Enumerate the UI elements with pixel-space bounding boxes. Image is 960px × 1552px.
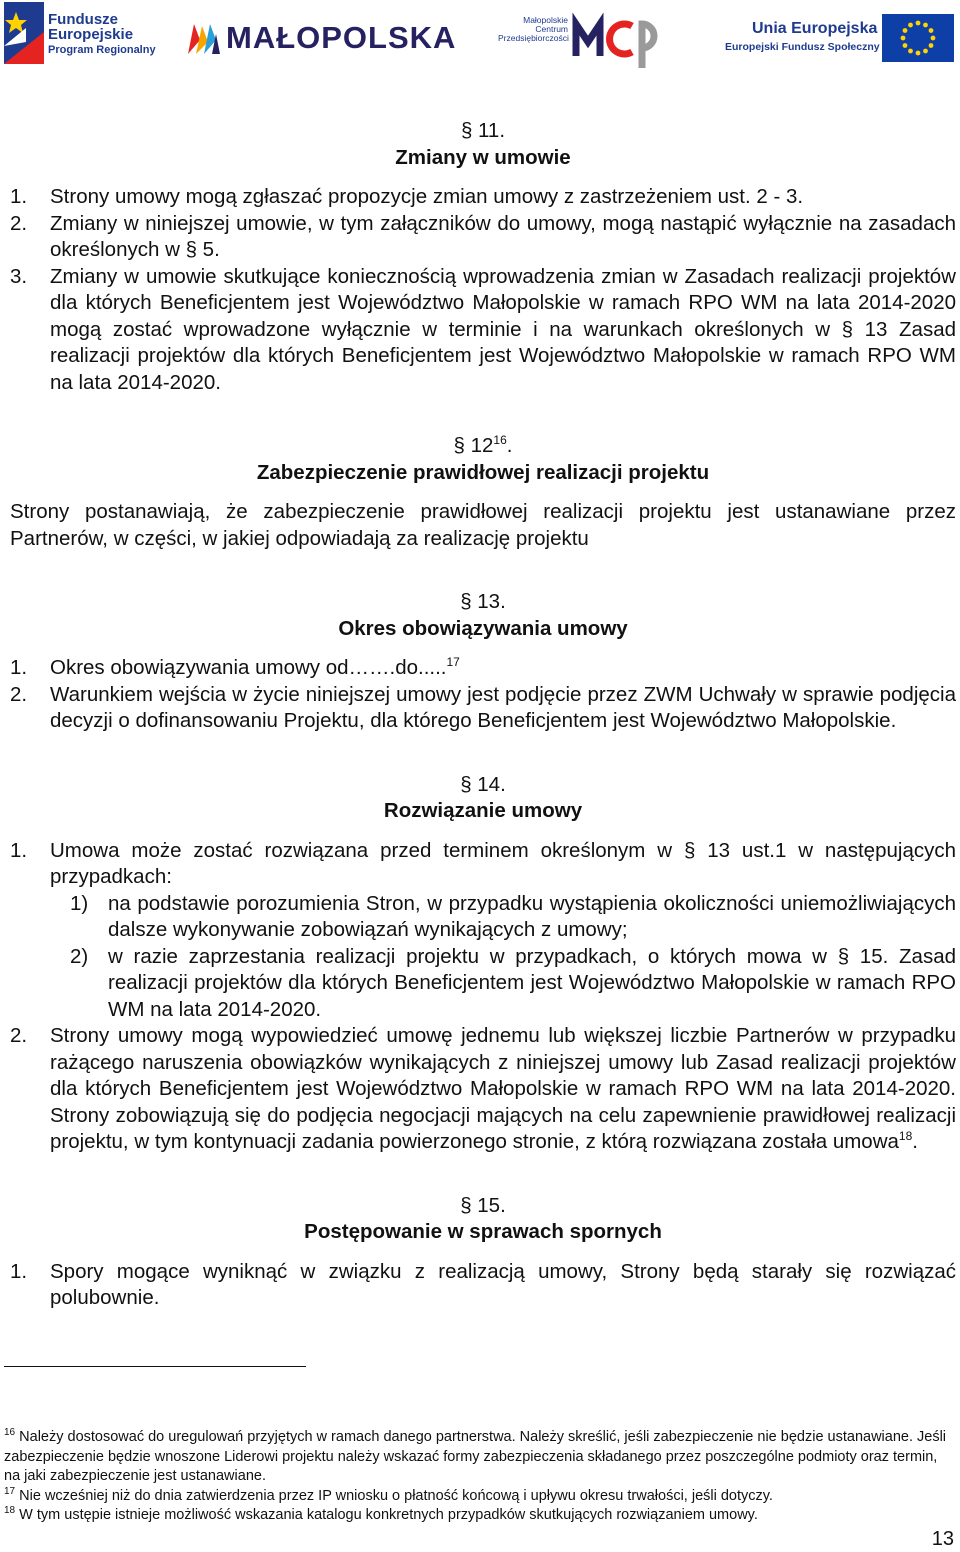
mcp-mark-icon xyxy=(572,12,664,68)
document-body xyxy=(10,118,956,1312)
list-item xyxy=(10,264,956,397)
section-12-title: Zabezpieczenie prawidłowej realizacji projektu xyxy=(256,460,710,484)
section-15-number: § 15. xyxy=(460,1193,506,1217)
header-logos xyxy=(0,0,960,72)
list-item-text: Strony umowy mogą wypowiedzieć umowę jednemu lub większej liczbie Partnerów w przypadku rażącego naruszenia obowiązków wynikających z niniejszej umowy lub Zasad realizacji projektów dla których Beneficjentem jest Województwo Małopolskie w ramach RPO WM na lata 2014-2020. Strony zobowiązują się do podjęcia negocjacji mających na celu zapewnienie prawidłowej realizacji projektu, w tym kontynuacji zadania powierzonego stronie, z którą rozwiązana została umowa$^{18}$. xyxy=(50,1024,956,1153)
mcp-line2: Centrum xyxy=(535,24,568,34)
fundusze-europejskie-logo xyxy=(4,2,156,64)
sub-list-item xyxy=(50,944,956,1024)
list-item-text: Umowa może zostać rozwiązana przed terminem określonym w § 13 ust.1 w następujących przypadkach: xyxy=(50,838,956,888)
fe-stars-icon xyxy=(4,2,44,64)
footnote-18: $^{18}$ W tym ustępie istnieje możliwość wskazania katalogu konkretnych przypadków skutkujących rozwiązaniem umowy. xyxy=(4,1505,758,1523)
list-item-number: 1. xyxy=(10,656,28,679)
malopolska-wordmark: MAŁOPOLSKA xyxy=(226,20,457,55)
sub-list-item-number: 2) xyxy=(70,944,89,968)
sub-list-item-number: 1) xyxy=(70,891,89,915)
list-item-text: Warunkiem wejścia w życie niniejszej umowy jest podjęcie przez ZWM Uchwały w sprawie podjęcia decyzji o dofinansowaniu Projektu, dla którego Beneficjentem jest Województwo Małopolskie. xyxy=(50,682,956,732)
list-item xyxy=(10,1023,956,1156)
fe-line1: Fundusze xyxy=(48,11,118,28)
eu-flag-icon xyxy=(882,14,954,62)
footnote-ref-16[interactable]: 16 xyxy=(493,433,507,448)
list-item-number: 1. xyxy=(10,185,28,208)
malopolska-m-icon xyxy=(186,20,222,56)
list-item-number: 1. xyxy=(10,1259,28,1283)
section-15-title: Postępowanie w sprawach spornych xyxy=(304,1220,662,1243)
fe-line2: Europejskie xyxy=(48,26,134,43)
list-item-number: 2. xyxy=(10,1024,28,1047)
footnote-16: $^{16}$ Należy dostosować do uregulowań przyjętych w ramach danego partnerstwa. Należy skreślić, jeśli zabezpieczenie nie będzie ustanawiane. Jeśli zabezpieczenie będzie wnoszone Liderowi projektu należy wskazać formy zabezpieczenia składanego przez poszczególne podmioty oraz termin, na jaki zabezpieczenie jest ustanawiane. xyxy=(4,1427,947,1484)
ue-line2: Europejski Fundusz Społeczny xyxy=(725,41,880,53)
sub-list-item-text: w razie zaprzestania realizacji projektu w przypadkach, o których mowa w § 15. Zasad realizacji projektów dla których Beneficjentem jest Województwo Małopolskie w ramach RPO WM na lata 2014-2020. xyxy=(108,944,956,1021)
section-13-title: Okres obowiązywania umowy xyxy=(338,616,628,640)
list-item-text: Strony umowy mogą zgłaszać propozycje zmian umowy z zastrzeżeniem ust. 2 - 3. xyxy=(50,185,804,208)
list-item xyxy=(10,838,956,891)
list-item-number: 1. xyxy=(10,838,28,862)
section-13-number: § 13. xyxy=(460,590,506,613)
list-item-number: 3. xyxy=(10,264,28,288)
ue-efs-logo xyxy=(722,14,954,64)
list-item xyxy=(10,682,956,735)
footnote-separator xyxy=(4,1366,306,1367)
list-item xyxy=(10,1259,956,1312)
list-item xyxy=(10,211,956,264)
footnote-ref-17[interactable]: 17 xyxy=(446,655,460,670)
list-item-number: 2. xyxy=(10,211,28,235)
sub-list-item-text: na podstawie porozumienia Stron, w przypadku wystąpienia okoliczności uniemożliwiających dalsze wykonywanie zobowiązań wynikających z umowy; xyxy=(108,891,956,941)
section-11-number: § 11. xyxy=(460,119,506,142)
footnote-17: $^{17}$ Nie wcześniej niż do dnia zatwierdzenia przez IP wniosku o płatność końcową i upływu okresu trwałości, jeśli dotyczy. xyxy=(4,1485,773,1504)
list-item-text: Okres obowiązywania umowy od…….do.....$^{17}$ xyxy=(50,655,460,679)
fe-line3: Program Regionalny xyxy=(48,44,156,56)
section-11-title: Zmiany w umowie xyxy=(395,145,571,169)
list-item-text: Zmiany w niniejszej umowie, w tym załączników do umowy, mogą nastąpić wyłącznie na zasadach określonych w § 5. xyxy=(50,211,956,261)
sub-list-item xyxy=(50,891,956,944)
ue-line1: Unia Europejska xyxy=(752,20,878,37)
section-12-paragraph: Strony postanawiają, że zabezpieczenie prawidłowej realizacji projektu jest ustanawiane przez Partnerów, w części, w jakiej odpowiadają za realizację projektu xyxy=(10,500,956,550)
mcp-logo xyxy=(498,12,666,68)
list-item-text: Spory mogące wyniknąć w związku z realizacją umowy, Strony będą starały się rozwiązać polubownie. xyxy=(50,1259,956,1309)
footnote-ref-18[interactable]: 18 xyxy=(898,1129,913,1144)
mcp-line3: Przedsiębiorczości xyxy=(498,33,569,43)
page-number: 13 xyxy=(931,1528,954,1550)
list-item xyxy=(10,184,956,211)
section-14-number: § 14. xyxy=(460,772,506,796)
list-item-number: 2. xyxy=(10,682,28,706)
section-12-number: § $12^{16}$. xyxy=(453,433,513,457)
list-item-text: Zmiany w umowie skutkujące koniecznością wprowadzenia zmian w Zasadach realizacji projektów dla których Beneficjentem jest Województwo Małopolskie w ramach RPO WM na lata 2014-2020 mogą zostać wprowadzone wyłącznie w terminie i na warunkach określonych w § 13 Zasad realizacji projektów dla których Beneficjentem jest Województwo Małopolskie w ramach RPO WM na lata 2014-2020. xyxy=(50,264,956,394)
mcp-line1: Małopolskie xyxy=(523,15,568,25)
footnotes xyxy=(4,1428,956,1526)
malopolska-logo xyxy=(186,18,458,58)
section-14-title: Rozwiązanie umowy xyxy=(383,799,583,822)
list-item xyxy=(10,655,956,682)
